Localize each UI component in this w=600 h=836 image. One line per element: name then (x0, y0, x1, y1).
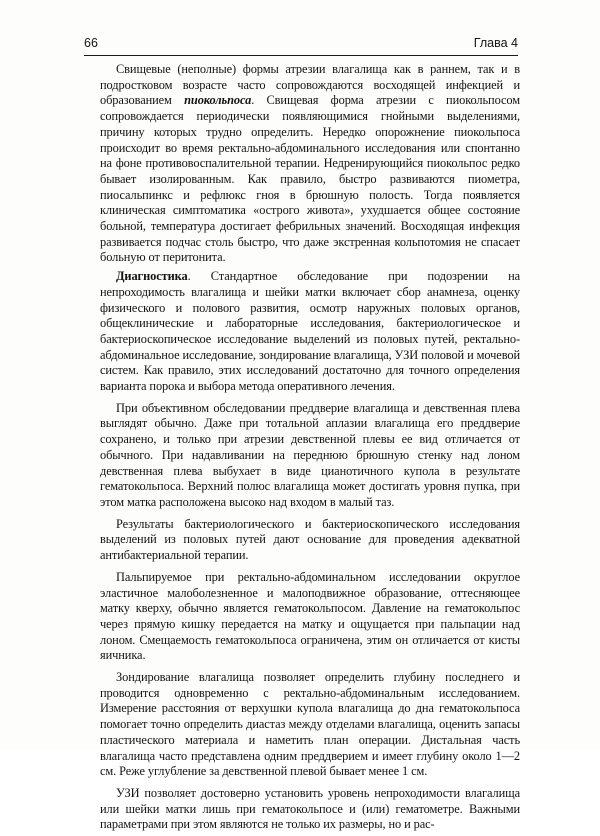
paragraph-objective-exam (100, 401, 520, 511)
paragraph-diagnostics (100, 269, 520, 395)
chapter-label: Глава 4 (473, 36, 518, 50)
paragraph-text: Пальпируемое при ректально-абдоминальном исследовании округлое эластичное малоболезненное и малоподвижное образование, оттесняющее матку кверху, обычно является гематокольпосом. Давление на гематокольпос через прямую кишку передается на матку и ощущается при пальпации над лоном. Смещаемость гематокольпоса ограничена, этим он отличается от кисты яичника. (100, 569, 520, 663)
running-head (84, 36, 518, 56)
page-number: 66 (84, 36, 98, 50)
header-rule (84, 55, 518, 56)
paragraph-text: . Стандартное обследование при подозрении на непроходимость влагалища и шейки матки включает сбор анамнеза, оценку физического и полового развития, осмотр наружных половых органов, общеклинические и лабораторные исследования, бактериологическое и бактериоскопическое исследование выделений из половых путей, ректально-абдоминальное исследование, зондирование влагалища, УЗИ половой и мочевой систем. Как правило, этих исследований достаточно для точного определения варианта порока и выбора метода оперативного лечения. (100, 269, 520, 394)
paragraph-pyocolpos (100, 62, 520, 266)
term-pyocolpos: пиокольпоса (184, 93, 252, 108)
paragraph-text: . Свищевая форма атрезии с пиокольпосом сопровождается периодически появляющимися гнойными выделениями, причину которых трудно определить. Нередко опорожнение пиокольпоса происходит во время ректально-абдоминального исследования или спонтанно на фоне противовоспалительной терапии. Недренирующийся пиокольпос редко бывает изолированным. Как правило, быстро развиваются пиометра, пиосальпинкс и рефлюкс гноя в брюшную полость. Тогда появляется клиническая симптоматика «острого живота», ухудшается общее состояние больной, температура достигает фебрильных значений. Восходящая инфекция развивается подчас столь быстро, что даже экстренная кольпотомия не спасает больную от перитонита. (100, 93, 520, 265)
paragraph-text: Зондирование влагалища позволяет определить глубину последнего и проводится одновременно с ректально-абдоминальным исследованием. Измерение расстояния от верхушки купола влагалища до дна гематокольпоса помогает точно определить диастаз между отделами влагалища, оценить запасы пластического материала и наметить план операции. Дистальная часть влагалища часто представлена одним преддверием и имеет глубину около 1—2 см. Реже углубление за девственной плевой бывает менее 1 см. (100, 670, 520, 779)
run-in-heading-diagnostics: Диагностика (116, 269, 188, 284)
body-text (100, 62, 520, 836)
paragraph-ultrasound (100, 786, 520, 833)
paragraph-palpation (100, 570, 520, 664)
paragraph-text: Свищевые (неполные) формы атрезии влагалища как в раннем, так и в подростковом возрасте часто сопровождаются восходящей инфекцией и образованием (100, 62, 520, 108)
paragraph-text: Результаты бактериологического и бактериоскопического исследования выделений из половых путей дают основание для проведения адекватной антибактериальной терапии. (100, 516, 520, 563)
paragraph-bacteriology (100, 517, 520, 564)
paragraph-probing (100, 670, 520, 780)
paragraph-text: При объективном обследовании преддверие влагалища и девственная плева выглядят обычно. Даже при тотальной аплазии влагалища его преддверие сохранено, и только при атрезии девственной плевы ее вид отличается от обычного. При надавливании на переднюю брюшную стенку над лоном девственная плева выбухает в виде цианотичного купола в результате гематокольпоса. Верхний полюс влагалища может достигать уровня пупка, при этом матка расположена высоко над входом в малый таз. (100, 400, 520, 509)
paragraph-text: УЗИ позволяет достоверно установить уровень непроходимости влагалища или шейки матки лишь при гематокольпосе и (или) гематометре. Важными параметрами при этом являются не только их размеры, но и рас- (100, 785, 520, 832)
